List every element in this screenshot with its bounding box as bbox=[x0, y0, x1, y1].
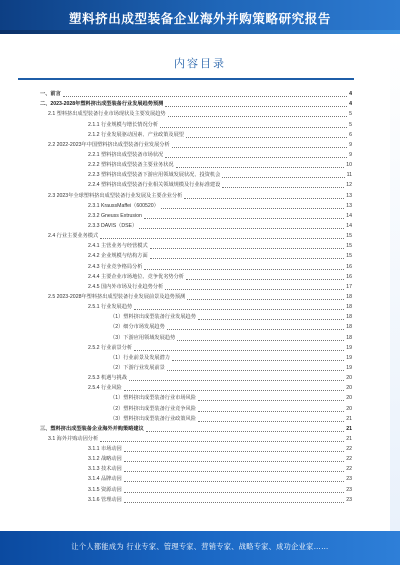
toc-entry[interactable] bbox=[40, 474, 352, 484]
toc-leader-dots bbox=[186, 137, 347, 138]
toc-entry-page: 19 bbox=[346, 354, 352, 361]
toc-entry[interactable] bbox=[40, 322, 352, 332]
toc-entry-title: （2）塑料挤出成型装备行业竞争风险 bbox=[110, 405, 196, 412]
toc-entry-page: 16 bbox=[346, 263, 352, 270]
toc-entry-page: 10 bbox=[346, 162, 352, 169]
toc-entry-page: 14 bbox=[346, 212, 352, 219]
toc-leader-dots bbox=[222, 177, 344, 178]
toc-entry[interactable] bbox=[40, 150, 352, 160]
toc-entry-title: （3）下游应用领域发展趋势 bbox=[110, 334, 176, 341]
toc-leader-dots bbox=[176, 167, 345, 168]
toc-entry-title: 3.1.4 品牌动因 bbox=[88, 476, 122, 483]
toc-entry[interactable] bbox=[40, 282, 352, 292]
toc-entry-page: 17 bbox=[346, 283, 352, 290]
toc-entry-title: 2.4.4 主要企业市场地位、竞争优劣势分析 bbox=[88, 273, 184, 280]
toc-entry-page: 21 bbox=[346, 415, 352, 422]
toc-entry[interactable] bbox=[40, 89, 352, 99]
toc-entry[interactable] bbox=[40, 484, 352, 494]
toc-entry[interactable] bbox=[40, 343, 352, 353]
toc-heading-rule bbox=[18, 78, 354, 80]
toc-entry-page: 20 bbox=[346, 405, 352, 412]
toc-entry-page: 19 bbox=[346, 344, 352, 351]
toc-entry[interactable] bbox=[40, 241, 352, 251]
footer-slogan: 让个人都能成为 行业专家、管理专家、营销专家、战略专家、成功企业家…… bbox=[71, 542, 329, 551]
toc-entry-page: 13 bbox=[346, 202, 352, 209]
toc-entry-page: 22 bbox=[346, 446, 352, 453]
toc-entry-title: 2.2.4 塑料挤出成型装备行业相关领域规模及行业标准建设 bbox=[88, 182, 221, 189]
toc-leader-dots bbox=[150, 258, 345, 259]
toc-leader-dots bbox=[198, 400, 344, 401]
toc-entry-page: 21 bbox=[346, 435, 352, 442]
toc-entry-title: （2）下游行业发展前景 bbox=[110, 364, 165, 371]
toc-entry-title: 2.5.4 行业风险 bbox=[88, 385, 122, 392]
toc-leader-dots bbox=[146, 431, 344, 432]
toc-entry-title: （2）细分市场发展趋势 bbox=[110, 324, 165, 331]
toc-leader-dots bbox=[144, 218, 344, 219]
toc-entry[interactable] bbox=[40, 444, 352, 454]
toc-entry[interactable] bbox=[40, 414, 352, 424]
toc-entry[interactable] bbox=[40, 160, 352, 170]
toc-leader-dots bbox=[124, 461, 344, 462]
toc-leader-dots bbox=[168, 116, 348, 117]
toc-entry[interactable] bbox=[40, 221, 352, 231]
toc-entry[interactable] bbox=[40, 109, 352, 119]
toc-entry-page: 14 bbox=[346, 222, 352, 229]
toc-leader-dots bbox=[124, 481, 344, 482]
table-of-contents bbox=[40, 89, 352, 505]
toc-leader-dots bbox=[124, 451, 344, 452]
toc-entry-title: 2.3 2023年全球塑料挤出成型装备行业发展及主要企业分析 bbox=[48, 192, 183, 199]
toc-entry-page: 5 bbox=[349, 121, 352, 128]
toc-leader-dots bbox=[222, 187, 344, 188]
toc-leader-dots bbox=[100, 238, 344, 239]
toc-entry[interactable] bbox=[40, 383, 352, 393]
toc-entry-title: 2.4.2 企业规模与结构方面 bbox=[88, 253, 148, 260]
toc-entry-page: 4 bbox=[349, 101, 352, 108]
toc-entry[interactable] bbox=[40, 251, 352, 261]
toc-entry[interactable] bbox=[40, 211, 352, 221]
toc-entry-page: 22 bbox=[346, 466, 352, 473]
toc-entry[interactable] bbox=[40, 403, 352, 413]
toc-entry[interactable] bbox=[40, 180, 352, 190]
toc-entry-page: 18 bbox=[346, 324, 352, 331]
toc-entry[interactable] bbox=[40, 495, 352, 505]
toc-entry[interactable] bbox=[40, 363, 352, 373]
toc-entry-page: 18 bbox=[346, 334, 352, 341]
toc-entry-title: 2.4.5 国内外市场及行业趋势分析 bbox=[88, 283, 164, 290]
toc-entry[interactable] bbox=[40, 99, 352, 109]
toc-entry-page: 23 bbox=[346, 476, 352, 483]
toc-entry-title: 2.2.1 塑料挤出成型装备市场状况 bbox=[88, 151, 164, 158]
toc-entry-title: 2.5.3 机遇与挑战 bbox=[88, 375, 127, 382]
toc-heading: 内容目录 bbox=[174, 57, 226, 70]
toc-entry-page: 13 bbox=[346, 192, 352, 199]
toc-entry-title: 2.4.1 主营业务与经营模式 bbox=[88, 243, 148, 250]
toc-leader-dots bbox=[165, 106, 347, 107]
toc-entry-title: 2.3.3 DAVIS（DSE） bbox=[88, 222, 138, 229]
toc-entry-title: 2.2.2 塑料挤出成型装备主要业务状况 bbox=[88, 162, 174, 169]
toc-entry[interactable] bbox=[40, 170, 352, 180]
toc-entry-page: 21 bbox=[346, 425, 352, 432]
toc-leader-dots bbox=[172, 147, 347, 148]
toc-leader-dots bbox=[165, 289, 344, 290]
toc-entry-title: 2.4.3 行业竞争格局分析 bbox=[88, 263, 143, 270]
toc-leader-dots bbox=[198, 411, 344, 412]
toc-entry[interactable] bbox=[40, 231, 352, 241]
toc-entry[interactable] bbox=[40, 119, 352, 129]
toc-entry[interactable] bbox=[40, 424, 352, 434]
toc-leader-dots bbox=[124, 492, 344, 493]
toc-entry[interactable] bbox=[40, 272, 352, 282]
side-decoration bbox=[390, 34, 400, 531]
toc-entry-title: 2.5 2023-2028年塑料挤出成型装备行业发展前景及趋势预测 bbox=[48, 293, 186, 300]
toc-entry[interactable] bbox=[40, 373, 352, 383]
toc-entry-title: （3）塑料挤出成型装备行业政策风险 bbox=[110, 415, 196, 422]
toc-entry-title: 2.4 行业主要业务模式 bbox=[48, 233, 99, 240]
toc-entry-title: 3.1 海外并购动因分析 bbox=[48, 435, 99, 442]
toc-entry-page: 23 bbox=[346, 486, 352, 493]
toc-entry[interactable] bbox=[40, 393, 352, 403]
toc-entry-title: 2.5.1 行业发展趋势 bbox=[88, 304, 133, 311]
toc-leader-dots bbox=[184, 198, 344, 199]
toc-entry[interactable] bbox=[40, 140, 352, 150]
toc-entry-page: 4 bbox=[349, 91, 352, 98]
header-accent-bar bbox=[0, 30, 400, 34]
toc-entry-page: 19 bbox=[346, 364, 352, 371]
toc-leader-dots bbox=[139, 228, 344, 229]
toc-entry-page: 15 bbox=[346, 253, 352, 260]
toc-entry-title: 3.1.3 技术动因 bbox=[88, 466, 122, 473]
toc-entry-page: 5 bbox=[349, 111, 352, 118]
toc-leader-dots bbox=[129, 380, 344, 381]
toc-entry-title: 2.1.1 行业规模与增长情况分析 bbox=[88, 121, 159, 128]
toc-entry-page: 15 bbox=[346, 243, 352, 250]
toc-leader-dots bbox=[167, 329, 344, 330]
toc-entry-page: 20 bbox=[346, 395, 352, 402]
toc-entry-page: 20 bbox=[346, 375, 352, 382]
report-header bbox=[0, 0, 400, 34]
report-title: 塑料挤出成型装备企业海外并购策略研究报告 bbox=[68, 11, 331, 26]
toc-entry[interactable] bbox=[40, 434, 352, 444]
toc-entry-title: （1）塑料挤出成型装备行业发展趋势 bbox=[110, 314, 196, 321]
toc-entry-title: 三、塑料挤出成型装备企业海外并购策略建议 bbox=[40, 425, 144, 432]
toc-leader-dots bbox=[124, 502, 344, 503]
toc-entry-title: 一、前言 bbox=[40, 91, 61, 98]
toc-leader-dots bbox=[198, 319, 344, 320]
toc-entry[interactable] bbox=[40, 261, 352, 271]
toc-entry[interactable] bbox=[40, 201, 352, 211]
toc-entry-page: 9 bbox=[349, 151, 352, 158]
report-footer bbox=[0, 531, 400, 565]
toc-entry-page: 9 bbox=[349, 141, 352, 148]
toc-entry-page: 20 bbox=[346, 385, 352, 392]
toc-leader-dots bbox=[160, 127, 347, 128]
toc-leader-dots bbox=[134, 350, 344, 351]
toc-entry[interactable] bbox=[40, 190, 352, 200]
toc-entry-title: 2.1 塑料挤出成型装备行业市场现状及主要发展趋势 bbox=[48, 111, 166, 118]
toc-entry-title: （1）塑料挤出成型装备行业市场风险 bbox=[110, 395, 196, 402]
toc-entry[interactable] bbox=[40, 464, 352, 474]
toc-entry[interactable] bbox=[40, 353, 352, 363]
toc-entry[interactable] bbox=[40, 130, 352, 140]
toc-entry-title: 2.1.2 行业发展驱动因素、产业政策及展望 bbox=[88, 131, 184, 138]
toc-leader-dots bbox=[150, 248, 345, 249]
toc-entry-page: 18 bbox=[346, 293, 352, 300]
toc-entry-page: 12 bbox=[346, 182, 352, 189]
toc-entry-title: 3.1.6 管理动因 bbox=[88, 496, 122, 503]
toc-leader-dots bbox=[198, 421, 344, 422]
toc-leader-dots bbox=[165, 157, 347, 158]
toc-entry-page: 15 bbox=[346, 233, 352, 240]
toc-leader-dots bbox=[167, 370, 344, 371]
toc-entry-title: 2.3.1 KraussMaffei（600520） bbox=[88, 202, 159, 209]
toc-entry-title: 2.5.2 行业前景分析 bbox=[88, 344, 133, 351]
toc-leader-dots bbox=[161, 208, 344, 209]
toc-entry-title: 3.1.1 市场动因 bbox=[88, 446, 122, 453]
toc-entry[interactable] bbox=[40, 302, 352, 312]
toc-entry-page: 11 bbox=[346, 172, 352, 179]
toc-entry[interactable] bbox=[40, 454, 352, 464]
toc-entry-title: 2.2.3 塑料挤出成型装备下游应用领域发展状况、投资机会 bbox=[88, 172, 221, 179]
toc-entry-title: （1）行业前景及发展潜力 bbox=[110, 354, 170, 361]
toc-leader-dots bbox=[144, 269, 344, 270]
toc-leader-dots bbox=[124, 471, 344, 472]
toc-entry-page: 6 bbox=[349, 131, 352, 138]
toc-entry[interactable] bbox=[40, 332, 352, 342]
toc-leader-dots bbox=[187, 299, 344, 300]
toc-entry-page: 23 bbox=[346, 496, 352, 503]
toc-entry-title: 二、2023-2028年塑料挤出成型装备行业发展趋势预测 bbox=[40, 101, 164, 108]
toc-entry-page: 18 bbox=[346, 304, 352, 311]
toc-entry[interactable] bbox=[40, 292, 352, 302]
toc-leader-dots bbox=[100, 441, 344, 442]
toc-entry-page: 22 bbox=[346, 456, 352, 463]
toc-leader-dots bbox=[172, 360, 344, 361]
toc-entry-page: 18 bbox=[346, 314, 352, 321]
toc-leader-dots bbox=[177, 340, 344, 341]
toc-entry-title: 3.1.2 战略动因 bbox=[88, 456, 122, 463]
toc-leader-dots bbox=[124, 390, 344, 391]
toc-leader-dots bbox=[63, 96, 347, 97]
toc-leader-dots bbox=[186, 279, 344, 280]
toc-entry[interactable] bbox=[40, 312, 352, 322]
toc-entry-page: 16 bbox=[346, 273, 352, 280]
toc-entry-title: 3.1.5 资源动因 bbox=[88, 486, 122, 493]
toc-entry-title: 2.2 2022-2023年中国塑料挤出成型装备行业发展分析 bbox=[48, 141, 170, 148]
toc-leader-dots bbox=[134, 309, 344, 310]
toc-entry-title: 2.3.2 Gneuss Extrusion bbox=[88, 212, 142, 219]
